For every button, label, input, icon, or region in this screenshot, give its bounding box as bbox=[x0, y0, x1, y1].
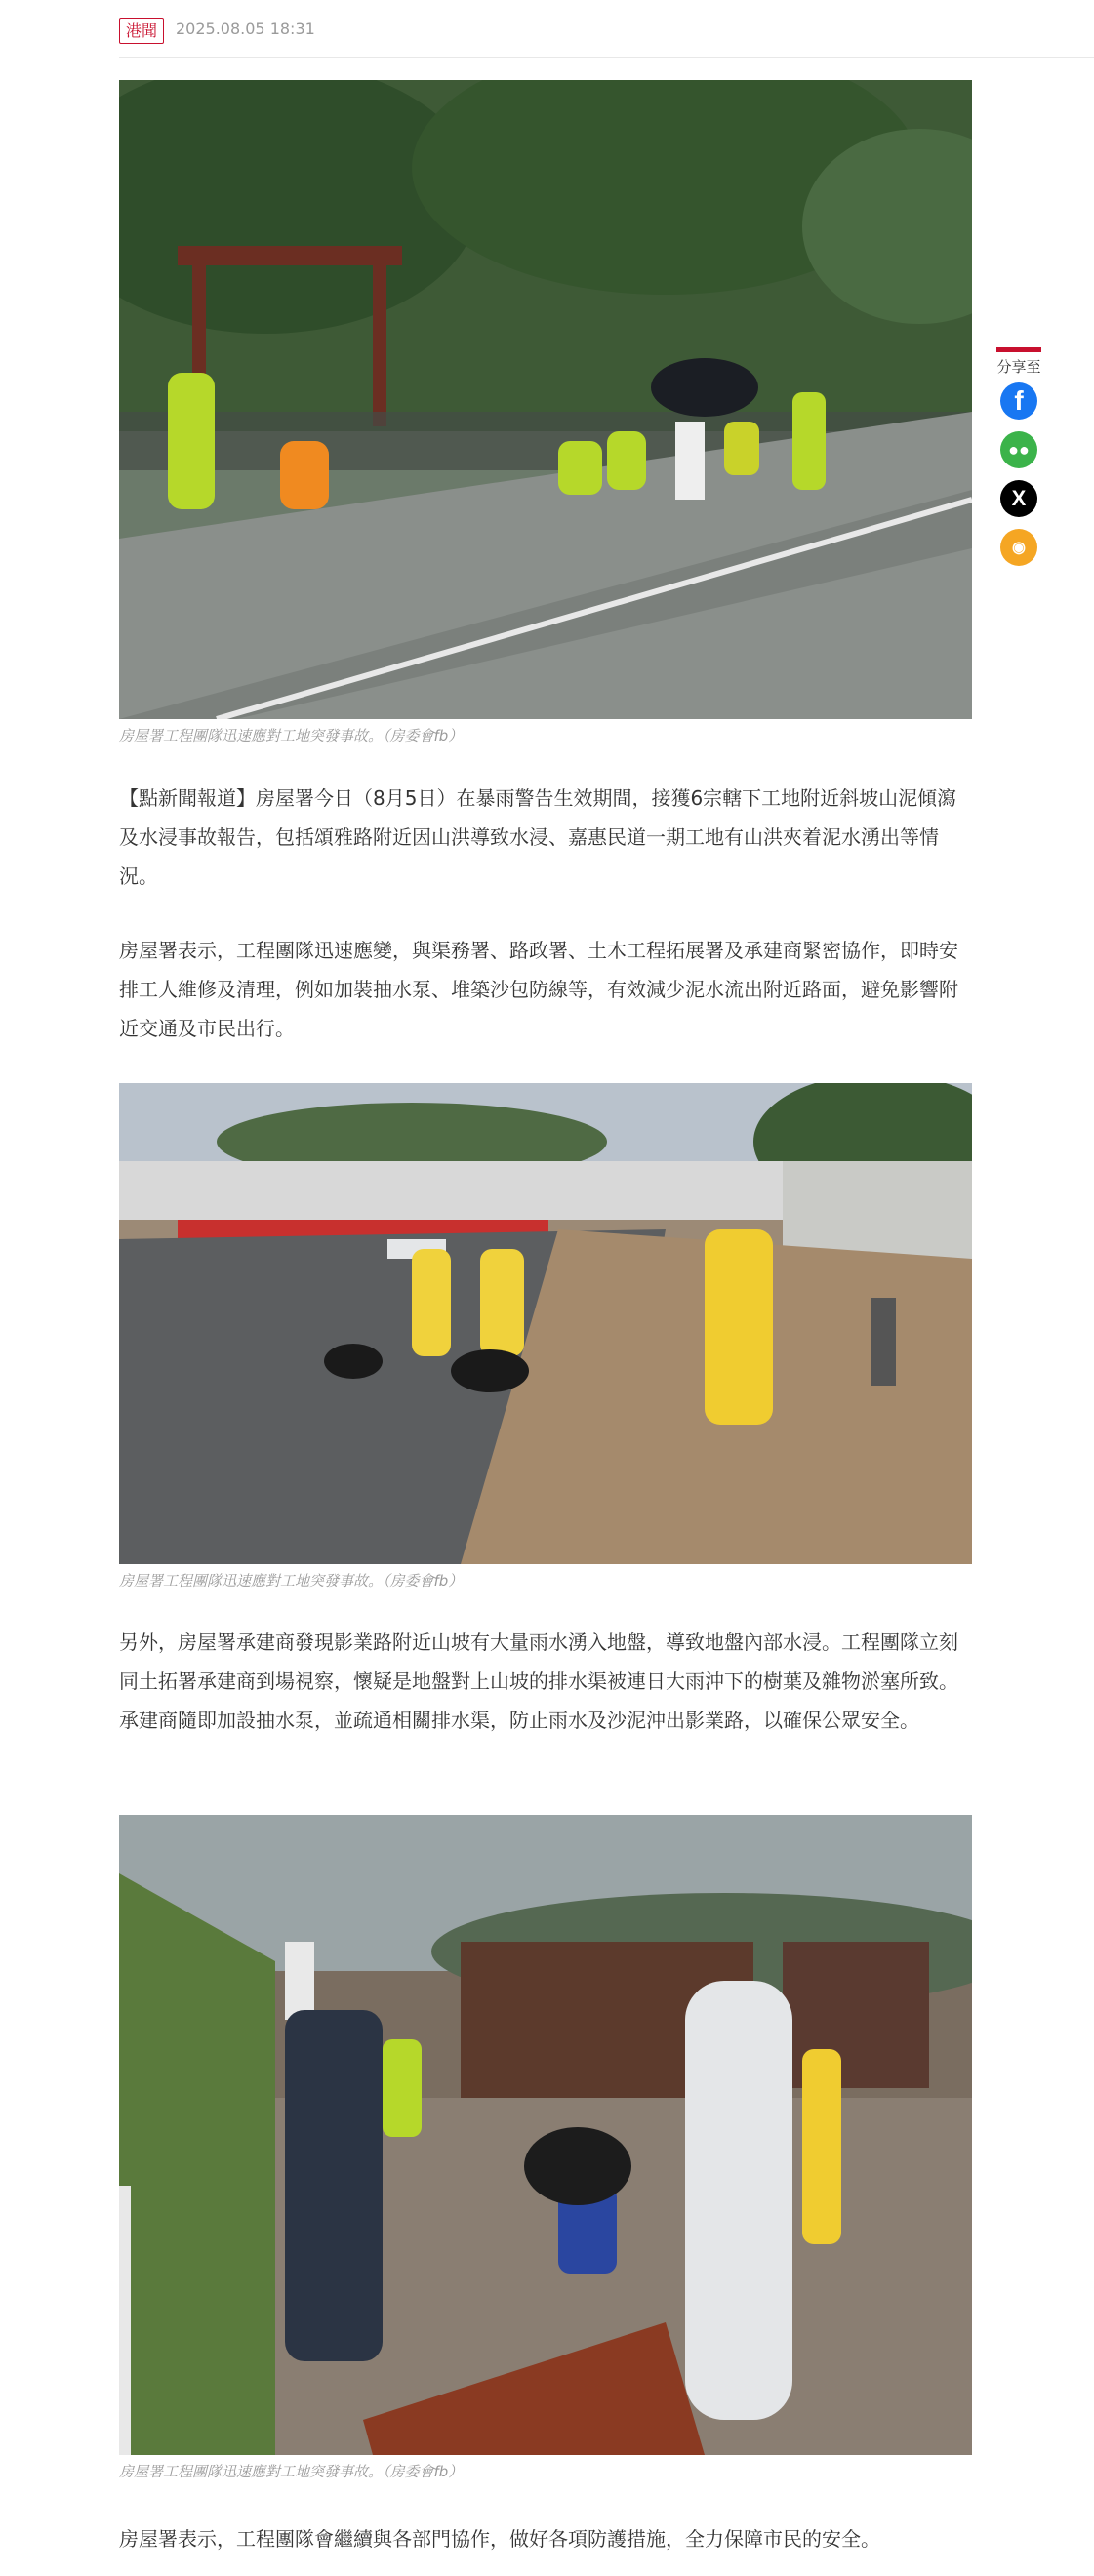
article-photo-1 bbox=[119, 80, 972, 719]
share-label: 分享至 bbox=[996, 358, 1041, 376]
publish-date: 2025.08.05 18:31 bbox=[176, 20, 315, 38]
photo-caption-3: 房屋署工程團隊迅速應對工地突發事故。（房委會fb） bbox=[119, 2463, 464, 2480]
weibo-icon[interactable]: ◉ bbox=[1000, 529, 1037, 566]
article-paragraph-2: 房屋署表示，工程團隊迅速應變，與渠務署、路政署、土木工程拓展署及承建商緊密協作，即時安排工人維修及清理，例如加裝抽水泵、堆築沙包防線等，有效減少泥水流出附近路面，避免影響附近交通及市民出行。 bbox=[119, 939, 958, 1040]
article-paragraph-1: 【點新聞報道】房屋署今日（8月5日）在暴雨警告生效期間，接獲6宗轄下工地附近斜坡山泥傾瀉及水浸事故報告，包括頌雅路附近因山洪導致水浸、嘉惠民道一期工地有山洪夾着泥水湧出等情況。 bbox=[119, 786, 957, 888]
x-icon[interactable]: X bbox=[1000, 480, 1037, 517]
facebook-icon[interactable]: f bbox=[1000, 382, 1037, 420]
photo-caption-1: 房屋署工程團隊迅速應對工地突發事故。（房委會fb） bbox=[119, 727, 464, 745]
photo-caption-2: 房屋署工程團隊迅速應對工地突發事故。（房委會fb） bbox=[119, 1572, 464, 1590]
category-tag[interactable]: 港聞 bbox=[119, 18, 164, 44]
share-accent-bar bbox=[996, 347, 1041, 352]
article-paragraph-4: 房屋署表示，工程團隊會繼續與各部門協作，做好各項防護措施，全力保障市民的安全。 bbox=[119, 2527, 880, 2551]
wechat-icon[interactable]: ●● bbox=[1000, 431, 1037, 468]
article-photo-2 bbox=[119, 1083, 972, 1564]
article-paragraph-3: 另外，房屋署承建商發現影業路附近山坡有大量雨水湧入地盤，導致地盤內部水浸。工程團隊立刻同土拓署承建商到場視察，懷疑是地盤對上山坡的排水渠被連日大雨沖下的樹葉及雜物淤塞所致。承建商隨即加設抽水泵，並疏通相關排水渠，防止雨水及沙泥沖出影業路，以確保公眾安全。 bbox=[119, 1630, 958, 1732]
share-panel bbox=[992, 347, 1046, 578]
article-photo-3 bbox=[119, 1815, 972, 2455]
